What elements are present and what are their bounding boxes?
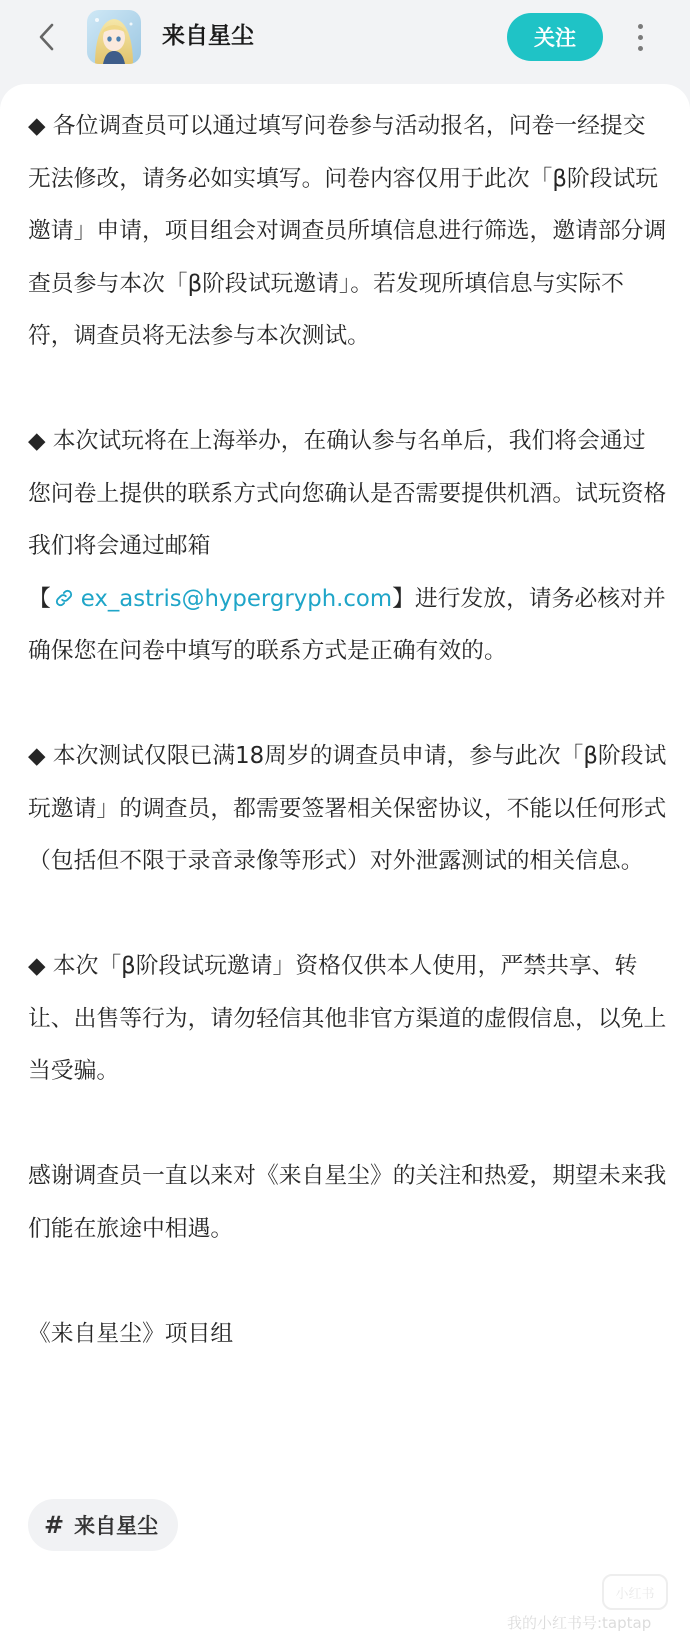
post-card	[0, 84, 690, 1651]
more-vertical-icon[interactable]	[628, 18, 652, 56]
avatar[interactable]	[87, 10, 141, 64]
paragraph-2-text: ◆ 本次试玩将在上海举办，在确认参与名单后，我们将会通过您问卷上提供的联系方式向您确认是否需要提供机酒。试玩资格我们将会通过邮箱	[28, 428, 667, 559]
paragraph-2	[28, 415, 668, 678]
watermark-text: 我的小红书号:taptap	[507, 1614, 652, 1632]
page-title: 来自星尘	[162, 23, 254, 49]
follow-button[interactable]: 关注	[507, 13, 603, 61]
post-content	[28, 100, 668, 1360]
paragraph-5: 感谢调查员一直以来对《来自星尘》的关注和热爱，期望未来我们能在旅途中相遇。	[28, 1163, 667, 1242]
link-icon	[53, 587, 75, 609]
paragraph-4: ◆ 本次「β阶段试玩邀请」资格仅供本人使用，严禁共享、转让、出售等行为，请勿轻信其他非官方渠道的虚假信息，以免上当受骗。	[28, 953, 667, 1084]
email-link[interactable]: ex_astris@hypergryph.com	[80, 585, 393, 612]
back-button[interactable]	[30, 17, 64, 57]
top-bar	[0, 0, 690, 78]
hashtag-icon: #	[44, 1511, 65, 1539]
paragraph-1: ◆ 各位调查员可以通过填写问卷参与活动报名，问卷一经提交无法修改，请务必如实填写。问卷内容仅用于此次「β阶段试玩邀请」申请，项目组会对调查员所填信息进行筛选，邀请部分调查员参与本次「β阶段试玩邀请」。若发现所填信息与实际不符，调查员将无法参与本次测试。	[28, 113, 667, 349]
chevron-left-icon	[37, 22, 57, 52]
signature: 《来自星尘》项目组	[28, 1320, 234, 1347]
topic-tag[interactable]	[28, 1499, 178, 1551]
bracket-open: 【	[28, 585, 51, 612]
paragraph-2-tail: 】进行发放，请务必核对并确保您在问卷中填写的联系方式是正确有效的。	[28, 585, 666, 664]
watermark-logo: 小红书	[602, 1574, 668, 1610]
topic-tag-label: 来自星尘	[74, 1514, 159, 1538]
paragraph-3: ◆ 本次测试仅限已满18周岁的调查员申请，参与此次「β阶段试玩邀请」的调查员，都需要签署相关保密协议，不能以任何形式（包括但不限于录音录像等形式）对外泄露测试的相关信息。	[28, 743, 667, 874]
